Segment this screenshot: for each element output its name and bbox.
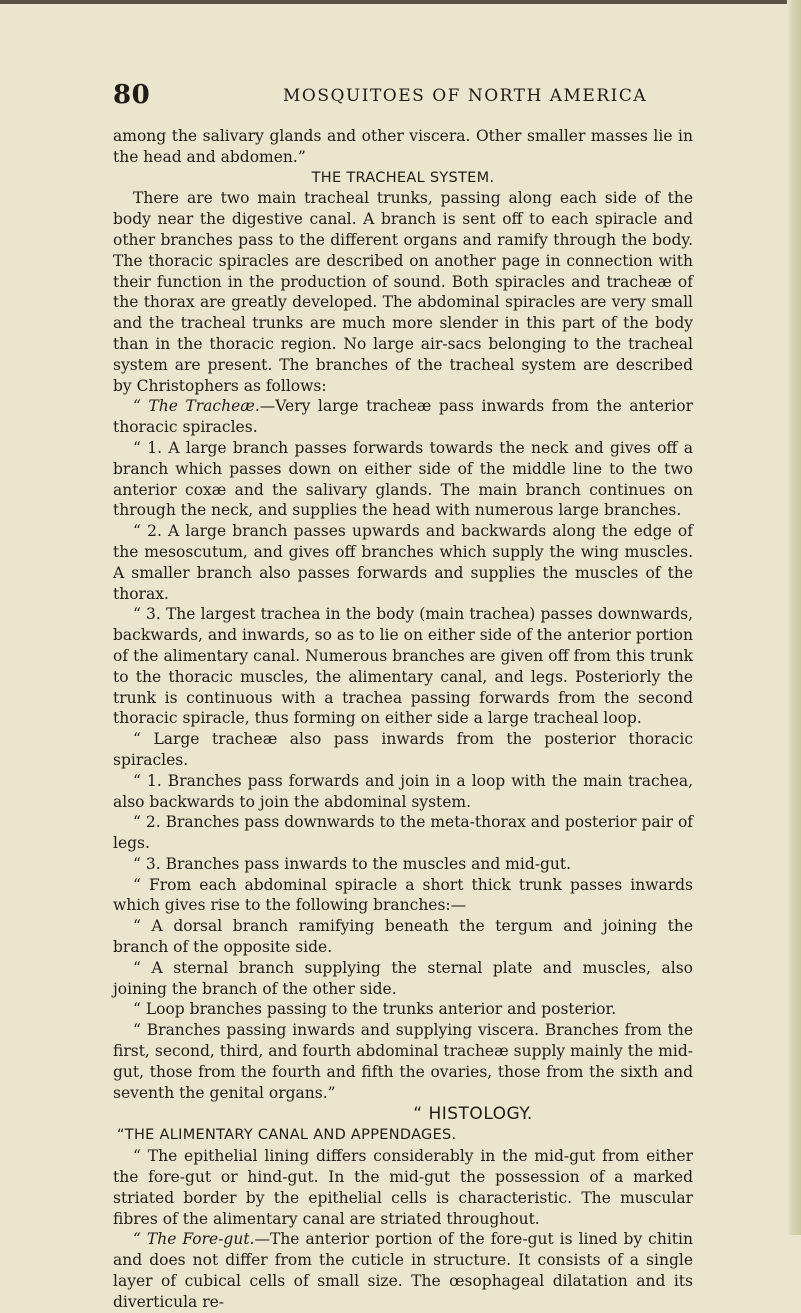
paragraph-text: “ A dorsal branch ramifying beneath the tergum and joining the branch of the opposite side. (113, 917, 693, 957)
paragraph-text: “ 2. Branches pass downwards to the meta-thorax and posterior pair of legs. (113, 813, 694, 853)
paragraph-lead-italic: “ The Fore-gut. (133, 1230, 255, 1249)
paragraph-text: “ Loop branches passing to the trunks anterior and posterior. (133, 1000, 617, 1019)
paragraph (113, 126, 693, 168)
section-heading: “THE ALIMENTARY CANAL AND APPENDAGES. (117, 1127, 457, 1144)
paragraph-text: There are two main tracheal trunks, passing along each side of the body near the digestive canal. A branch is sent off to each spiracle and other branches pass to the different organs and ramify through the body. The thoracic spiracles are described on another page in connection with their function in the production of sound. Both spiracles and tracheæ of the thorax are greatly developed. The abdominal spiracles are very small and the tracheal trunks are much more slender in this part of the body than in the thoracic region. No large air-sacs belonging to the tracheal system are present. The branches of the tracheal system are described by Christophers as follows: (113, 189, 693, 395)
paragraph-text: —Very large tracheæ pass inwards from the anterior thoracic spiracles. (113, 397, 694, 437)
paragraph (113, 1229, 693, 1312)
paragraph-text: “ 1. Branches pass forwards and join in a loop with the main trachea, also backwards to join the abdominal system. (113, 771, 693, 811)
page-top-edge (0, 0, 801, 4)
page-right-edge (787, 0, 801, 1235)
paragraph-text: “ Large tracheæ also pass inwards from the posterior thoracic spiracles. (113, 730, 693, 769)
paragraph-text: “ 3. Branches pass inwards to the muscles and mid-gut. (133, 854, 572, 873)
body-text (113, 126, 693, 1313)
paragraph (113, 521, 693, 604)
paragraph (113, 771, 693, 813)
paragraph (113, 438, 693, 521)
paragraph (113, 188, 693, 396)
paragraph-text: among the salivary glands and other viscera. Other smaller masses lie in the head and abdomen.” (113, 127, 693, 166)
section-heading: THE TRACHEAL SYSTEM. (311, 169, 495, 186)
paragraph (113, 812, 693, 854)
paragraph (113, 1020, 693, 1103)
section-heading: “ HISTOLOGY. (413, 1104, 533, 1125)
page-header (113, 80, 693, 110)
paragraph-text: “ 1. A large branch passes forwards towards the neck and gives off a branch which passes down on either side of the middle line to the two anterior coxæ and the salivary glands. The main branch continues on through the neck, and supplies the head with numerous large branches. (113, 438, 693, 520)
paragraph-text: “ The epithelial lining differs considerably in the mid-gut from either the fore-gut or hind-gut. In the mid-gut the possession of a marked striated border by the epithelial cells is characteristic. The muscular fibres of the alimentary canal are striated throughout. (113, 1147, 693, 1228)
paragraph (113, 854, 693, 875)
paragraph-text: “ 2. A large branch passes upwards and backwards along the edge of the mesoscutum, and gives off branches which supply the wing muscles. A smaller branch also passes forwards and supplies the muscles of the thorax. (113, 522, 693, 603)
running-title: MOSQUITOES OF NORTH AMERICA (283, 86, 648, 106)
paragraph-text: —The anterior portion of the fore-gut is lined by chitin and does not differ from the cuticle in structure. It consists of a single layer of cubical cells of small size. The œsophageal dilatation and its diverticula re- (113, 1230, 693, 1311)
paragraph (113, 875, 693, 917)
paragraph (113, 999, 693, 1020)
paragraph-lead-italic: “ The Tracheæ. (133, 397, 260, 416)
paragraph-text: “ Branches passing inwards and supplying viscera. Branches from the first, second, third, and fourth abdominal tracheæ supply mainly the mid-gut, those from the fourth and fifth the ovaries, those from the sixth and seventh the genital organs.” (113, 1021, 693, 1102)
paragraph (113, 396, 693, 438)
paragraph (113, 916, 693, 958)
paragraph (113, 729, 693, 771)
paragraph (113, 958, 693, 1000)
paragraph-text: “ From each abdominal spiracle a short thick trunk passes inwards which gives rise to the following branches:— (113, 875, 693, 915)
paragraph (113, 604, 693, 729)
page-number: 80 (113, 80, 151, 110)
paragraph (113, 1146, 693, 1229)
paragraph-text: “ 3. The largest trachea in the body (main trachea) passes downwards, backwards, and inwards, so as to lie on either side of the anterior portion of the alimentary canal. Numerous branches are given off from this trunk to the thoracic muscles, the alimentary canal, and legs. Posteriorly the trunk is continuous with a trachea passing forwards from the second thoracic spiracle, thus forming on either side a large tracheal loop. (113, 605, 693, 728)
paragraph-text: “ A sternal branch supplying the sternal plate and muscles, also joining the branch of the other side. (113, 958, 693, 998)
